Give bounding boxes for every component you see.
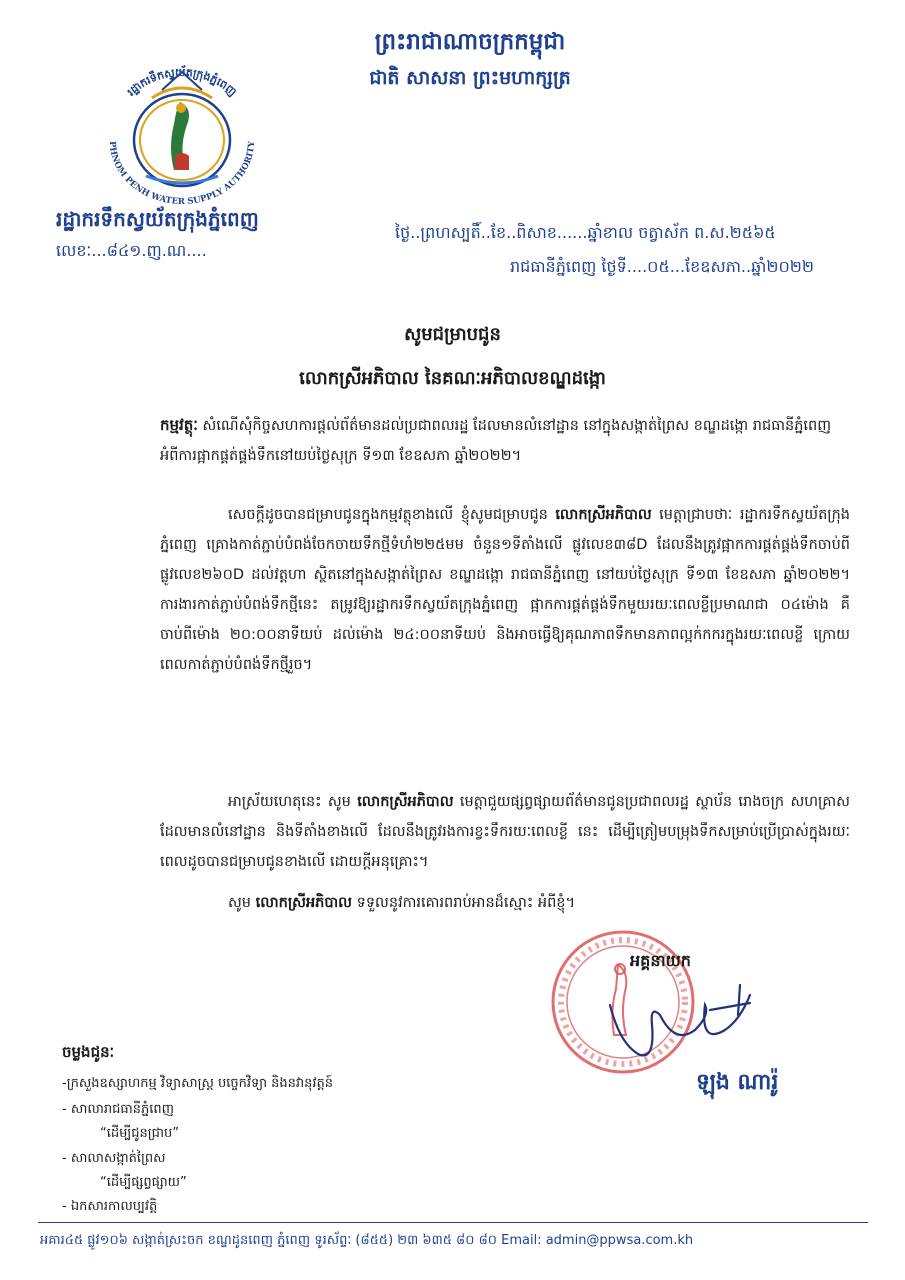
logo-khmer-ring: រដ្ឋាករទឹកស្វយ័តក្រុងភ្នំពេញ: [124, 65, 240, 99]
p1-text-b: មេត្តាជ្រាបថាៈ រដ្ឋាករទឹកស្វយ័តក្រុងភ្នំពេញ គ្រោងកាត់ភ្ជាប់បំពង់ចែកចាយទឹកថ្មីទំហំ២២៥មម ចំនួន១ទីតាំងលើ ផ្លូវលេខ៣៨D ដែលនឹងត្រូវផ្អាកការផ្គត់ផ្គង់ទឹកចាប់ពីផ្លូវលេខ២៦០D ដល់វត្តហា ស្ថិតនៅក្នុងសង្កាត់ព្រៃស ខណ្ឌដង្កោ រាជធានីភ្នំពេញ នៅយប់ថ្ងៃសុក្រ ទី១៣ ខែឧសភា ឆ្នាំ២០២២។ ការងារកាត់ភ្ជាប់បំពង់ទឹកថ្មីនេះ តម្រូវឱ្យរដ្ឋាករទឹកស្វយ័តក្រុងភ្នំពេញ ផ្អាកការផ្គត់ផ្គង់ទឹកមួយរយៈពេលខ្លីប្រមាណជា ០៤ម៉ោង គឺចាប់ពីម៉ោង ២០:០០នាទីយប់ ដល់ម៉ោង ២៤:០០នាទីយប់ និងអាចធ្វើឱ្យគុណភាពទឹកមានភាពល្អក់កករក្នុងរយៈពេលខ្លី ក្រោយពេលកាត់ភ្ជាប់បំពង់ទឹកថ្មីរួច។: [160, 507, 850, 673]
signer-name: ឡុង ណារ៉ូ: [696, 1070, 779, 1095]
solar-date: រាជធានីភ្នំពេញ ថ្ងៃទី....០៥...ខែឧសភា..ឆ្នាំ២០២២: [510, 257, 814, 276]
subject-text: សំណើសុំកិច្ចសហការផ្ដល់ព័ត៌មានដល់ប្រជាពលរដ្ឋ ដែលមានលំនៅដ្ឋាន នៅក្នុងសង្កាត់ព្រៃស ខណ្ឌដង្កោ រាជធានីភ្នំពេញ អំពីការផ្អាកផ្គត់ផ្គង់ទឹកនៅយប់ថ្ងៃសុក្រ ទី១៣ ខែឧសភា ឆ្នាំ២០២២។: [160, 418, 832, 464]
reference-number: លេខៈ...៨៤១.ញ.ណ....: [56, 241, 207, 260]
body-paragraph-2: [160, 787, 850, 877]
closing-line: [228, 894, 575, 915]
logo-english-ring: PHNOM PENH WATER SUPPLY AUTHORITY: [106, 140, 258, 208]
subject-block: [160, 410, 850, 471]
p2-recipient-bold: លោកស្រីអភិបាល: [357, 794, 454, 810]
cc-item-note: “ដើម្បីផ្សព្វផ្សាយ”: [100, 1175, 187, 1190]
recipient-title: លោកស្រីអភិបាល នៃគណៈអភិបាលខណ្ឌដង្កោ: [299, 368, 606, 389]
p1-text-a: សេចក្តីដូចបានជម្រាបជូនក្នុងកម្មវត្ថុខាងលើ ខ្ញុំសូមជម្រាបជូន: [228, 507, 556, 523]
handwritten-signature: [600, 975, 770, 1065]
p2-text-a: អាស្រ័យហេតុនេះ សូម: [228, 794, 358, 810]
cc-item: - សាលារាជធានីភ្នំពេញ: [62, 1102, 174, 1117]
organization-name: រដ្ឋាករទឹកស្វយ័តក្រុងភ្នំពេញ: [56, 207, 259, 231]
signer-title: អគ្គនាយក: [630, 951, 691, 970]
subject-label: កម្មវត្ថុៈ: [160, 416, 198, 434]
footer-address: អគារ៤៥ ផ្លូវ១០៦ សង្កាត់ស្រះចក ខណ្ឌដូនពេញ ភ្នំពេញ ទូរស័ព្ទៈ (៨៥៥) ២៣ ៦៣៥ ៨០ ៨០ Email: admin@ppwsa.com.kh: [40, 1233, 694, 1248]
closing-text-a: សូម: [228, 895, 256, 911]
body-paragraph-1: [160, 500, 850, 680]
cc-item-note: “ដើម្បីជូនជ្រាប”: [100, 1126, 179, 1141]
notice-title: សូមជម្រាបជូន: [404, 324, 501, 345]
closing-recipient-bold: លោកស្រីអភិបាល: [255, 895, 352, 911]
closing-text-b: ទទួលនូវការគោរពរាប់អានដ៏ស្មោះ អំពីខ្ញុំ។: [352, 895, 576, 911]
lunar-date: ថ្ងៃ..ព្រហស្បតិ៍..ខែ..ពិសាខ......ឆ្នាំខាល ចត្វាស័ក ព.ស.២៥៦៥: [395, 223, 776, 242]
cc-label: ចម្លងជូនៈ: [62, 1043, 115, 1061]
footer-divider: [38, 1222, 868, 1223]
kingdom-heading: ព្រះរាជាណាចក្រកម្ពុជា: [374, 29, 566, 55]
p1-recipient-bold: លោកស្រីអភិបាល: [555, 507, 652, 523]
cc-item: - ឯកសារកាលប្បវត្តិ: [62, 1199, 158, 1214]
cc-item: - សាលាសង្កាត់ព្រៃស: [62, 1151, 166, 1166]
p2-text-b: មេត្តាជួយផ្សព្វផ្សាយព័ត៌មានជូនប្រជាពលរដ្ឋ ស្ថាប័ន រោងចក្រ សហគ្រាស ដែលមានលំនៅដ្ឋាន និងទីតាំងខាងលើ ដែលនឹងត្រូវរងការខ្វះទឹករយៈពេលខ្លី នេះ ដើម្បីត្រៀមបម្រុងទឹកសម្រាប់ប្រើប្រាស់ក្នុងរយៈពេលដូចបានជម្រាបជូនខាងលើ ដោយក្ដីអនុគ្រោះ។: [160, 794, 850, 870]
national-motto: ជាតិ សាសនា ព្រះមហាក្សត្រ: [369, 67, 571, 89]
ppwsa-logo: [92, 58, 272, 208]
cc-item: -ក្រសួងឧស្សាហកម្ម វិទ្យាសាស្ត្រ បច្ចេកវិទ្យា និងនវានុវត្តន៍: [62, 1076, 334, 1091]
